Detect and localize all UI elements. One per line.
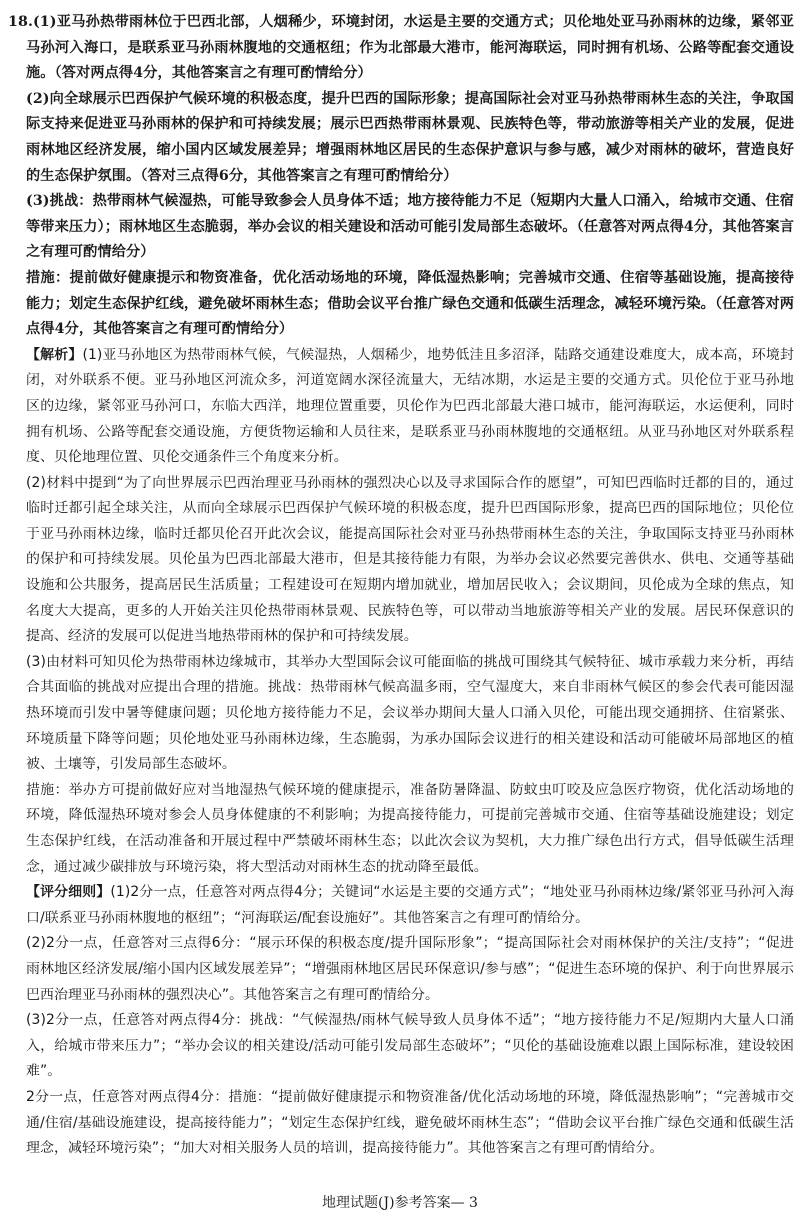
analysis-tag: 【解析】 (26, 346, 83, 363)
analysis-1 (8, 343, 794, 471)
scoring-1-text: (1)2分一点，任意答对两点得4分；关键词“水运是主要的交通方式”；“地处亚马孙雨林边缘/紧邻亚马孙河入海口/联系亚马孙雨林腹地的枢纽”；“河海联运/配套设施好”。其他答案言之有理可酌情给分。 (26, 884, 794, 926)
answer-1-text: (1)亚马孙热带雨林位于巴西北部，人烟稀少，环境封闭，水运是主要的交通方式；贝伦地处亚马孙雨林的边缘，紧邻亚马孙河入海口，是联系亚马孙雨林腹地的交通枢纽；作为北部最大港市，能河海联运，同时拥有机场、公路等配套交通设施。（答对两点得4分，其他答案言之有理可酌情给分） (26, 14, 794, 82)
answer-2: (2)向全球展示巴西保护气候环境的积极态度，提升巴西的国际形象；提高国际社会对亚马孙热带雨林生态的关注，争取国际支持来促进亚马孙雨林的保护和可持续发展；展示巴西热带雨林景观、民族特色等，带动旅游等相关产业的发展，促进雨林地区经济发展，缩小国内区域发展差异；增强雨林地区居民的生态保护意识与参与感，减少对雨林的破坏，营造良好的生态保护氛围。（答对三点得6分，其他答案言之有理可酌情给分） (26, 90, 794, 184)
page-footer: 地理试题(J)参考答案— 3 (322, 1195, 478, 1211)
analysis-3-challenges: (3)由材料可知贝伦为热带雨林边缘城市，其举办大型国际会议可能面临的挑战可围绕其气候特征、城市承载力来分析，再结合其面临的挑战对应提出合理的措施。挑战：热带雨林气候高温多雨，空气湿度大，来自非雨林气候区的参会代表可能因湿热环境而引发中暑等健康问题；贝伦地方接待能力不足，会议举办期间大量人口涌入贝伦，可能出现交通拥挤、住宿紧张、环境质量下降等问题；贝伦地处亚马孙雨林边缘，生态脆弱，为承办国际会议进行的相关建设和活动可能破坏局部地区的植被、土壤等，引发局部生态破坏。 (26, 653, 794, 773)
analysis-2: (2)材料中提到“为了向世界展示巴西治理亚马孙雨林的强烈决心以及寻求国际合作的愿望”，可知巴西临时迁都的目的，通过临时迁都引起全球关注，从而向全球展示巴西保护气候环境的积极态度，提升巴西国际形象，提高巴西的国际地位；贝伦位于亚马孙雨林边缘，临时迁都贝伦召开此次会议，能提高国际社会对亚马孙热带雨林生态的关注，争取国际支持亚马孙雨林的保护和可持续发展。贝伦虽为巴西北部最大港市，但是其接待能力有限，为举办会议必然要完善供水、供电、交通等基础设施和公共服务，提高居民生活质量；工程建设可在短期内增加就业，增加居民收入；会议期间，贝伦成为全球的焦点，知名度大大提高，更多的人开始关注贝伦热带雨林景观、民族特色等，可以带动当地旅游等相关产业的发展。居民环保意识的提高、经济的发展可以促进当地热带雨林的保护和可持续发展。 (26, 474, 794, 645)
question-number: 18. (8, 14, 33, 30)
analysis-1-text: (1)亚马孙地区为热带雨林气候，气候湿热，人烟稀少，地势低洼且多沼泽，陆路交通建设难度大，成本高，环境封闭，对外联系不便。亚马孙地区河流众多，河道宽阔水深径流量大，无结冰期，水运是主要的交通方式。贝伦位于亚马孙地区的边缘，紧邻亚马孙河口，东临大西洋，地理位置重要，贝伦作为巴西北部最大港口城市，能河海联运，水运便利，同时拥有机场、公路等配套交通设施，方便货物运输和人员往来，是联系亚马孙雨林腹地的交通枢纽。从亚马孙地区对外联系程度、贝伦地理位置、贝伦交通条件三个角度来分析。 (26, 346, 795, 466)
answer-3-challenges: (3)挑战：热带雨林气候湿热，可能导致参会人员身体不适；地方接待能力不足（短期内大量人口涌入，给城市交通、住宿等带来压力）；雨林地区生态脆弱，举办会议的相关建设和活动可能引发局部生态破坏。（任意答对两点得4分，其他答案言之有理可酌情给分） (26, 193, 794, 261)
scoring-2: (2)2分一点，任意答对三点得6分：“展示环保的积极态度/提升国际形象”；“提高国际社会对雨林保护的关注/支持”；“促进雨林地区经济发展/缩小国内区域发展差异”；“增强雨林地区居民环保意识/参与感”；“促进生态环境的保护、利于向世界展示巴西治理亚马孙雨林的强烈决心”。其他答案言之有理可酌情给分。 (26, 935, 794, 1003)
analysis-3-measures: 措施：举办方可提前做好应对当地湿热气候环境的健康提示，准备防暑降温、防蚊虫叮咬及应急医疗物资，优化活动场地的环境，降低湿热环境对参会人员身体健康的不利影响；为提高接待能力，可提前完善城市交通、住宿等基础设施建设；划定生态保护红线，在活动准备和开展过程中严禁破坏雨林生态；以此次会议为契机，大力推广绿色出行方式，倡导低碳生活理念，通过减少碳排放与环境污染，将大型活动对雨林生态的扰动降至最低。 (26, 781, 794, 875)
answer-3-measures: 措施：提前做好健康提示和物资准备，优化活动场地的环境，降低湿热影响；完善城市交通、住宿等基础设施，提高接待能力；划定生态保护红线，避免破坏雨林生态；借助会议平台推广绿色交通和低碳生活理念，减轻环境污染。（任意答对两点得4分，其他答案言之有理可酌情给分） (26, 269, 794, 338)
scoring-3-measures: 2分一点，任意答对两点得4分：措施：“提前做好健康提示和物资准备/优化活动场地的环境，降低湿热影响”；“完善城市交通/住宿/基础设施建设，提高接待能力”；“划定生态保护红线，避免破坏雨林生态”；“借助会议平台推广绿色交通和低碳生活理念，减轻环境污染”；“加大对相关服务人员的培训，提高接待能力”。其他答案言之有理可酌情给分。 (26, 1088, 794, 1157)
answer-page (8, 10, 794, 1162)
scoring-3-challenges: (3)2分一点，任意答对两点得4分：挑战：“气候湿热/雨林气候导致人员身体不适”；“地方接待能力不足/短期内大量人口涌入，给城市带来压力”；“举办会议的相关建设/活动可能引发局部生态破坏”；“贝伦的基础设施难以跟上国际标准，建设较困难”。 (26, 1012, 794, 1080)
answer-1 (8, 10, 794, 87)
scoring-tag: 【评分细则】 (26, 884, 111, 901)
scoring-1 (8, 880, 794, 931)
